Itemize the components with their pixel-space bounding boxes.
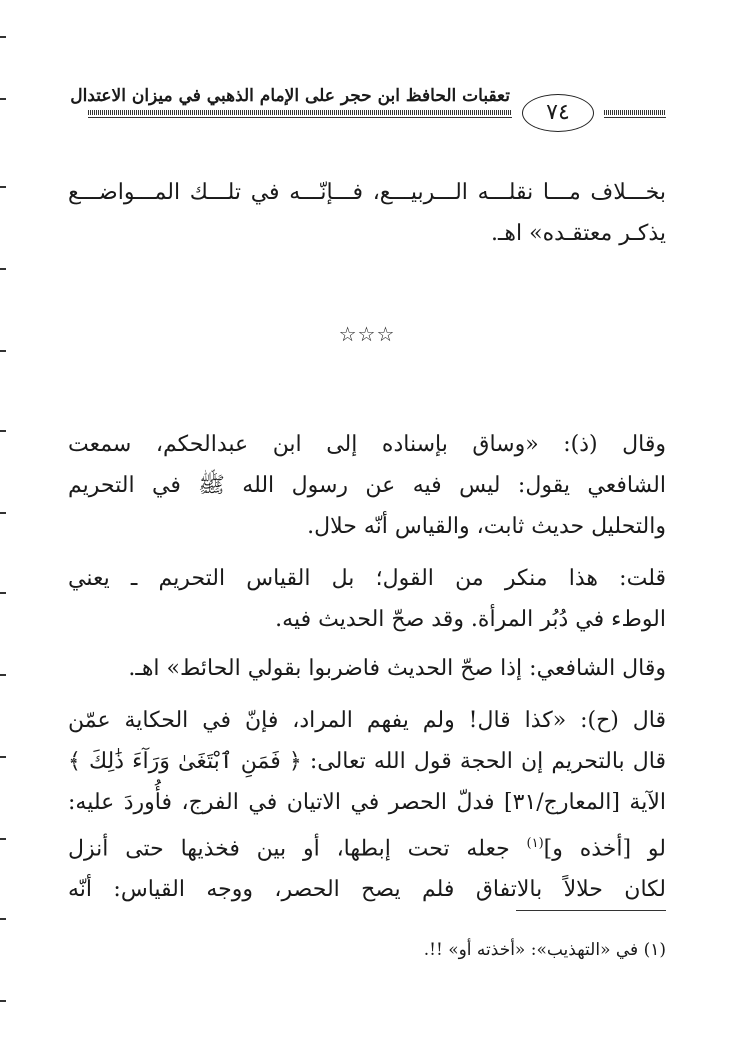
header-rule-left: [88, 110, 512, 115]
text-line: الوطء في دُبُر المرأة. وقد صحّ الحديث فيه.: [275, 607, 666, 632]
margin-tick: [0, 98, 6, 100]
continuation-paragraph: [68, 172, 666, 254]
text-line: الآية [المعارج/٣١] فدلّ الحصر في الاتيان في الفرج، فأُوردَ عليه:: [68, 790, 666, 815]
text-line: وقال الشافعي: إذا صحّ الحديث فاضربوا بقولي الحائط» اهـ.: [128, 656, 666, 681]
paragraph-shafii: [68, 648, 666, 689]
margin-tick: [0, 268, 6, 270]
paragraph-comment: [68, 558, 666, 640]
running-header: تعقبات الحافظ ابن حجر على الإمام الذهبي في ميزان الاعتدال: [70, 86, 510, 106]
margin-tick: [0, 430, 6, 432]
margin-tick: [0, 512, 6, 514]
page-number: ٧٤: [522, 94, 594, 132]
margin-tick: [0, 674, 6, 676]
footnote-rule: [516, 910, 666, 911]
margin-tick: [0, 918, 6, 920]
footnote: (١) في «التهذيب»: «أخذته أو» !!.: [423, 940, 666, 960]
footnote-ref: (١): [526, 836, 544, 851]
margin-tick: [0, 756, 6, 758]
text-line: بخـــلاف مـــا نقلـــه الـــربيـــع، فـــإنّـــه في تلـــك المـــواضـــع: [68, 180, 666, 205]
text-line: وقال (ذ): «وساق بإسناده إلى ابن عبدالحكم، سمعت: [68, 432, 666, 457]
paragraph-dhahabi-quote: [68, 424, 666, 547]
margin-tick: [0, 36, 6, 38]
text-line: قال بالتحريم إن الحجة قول الله تعالى: ﴿ فَمَنِ ٱبْتَغَىٰ وَرَآءَ ذَٰلِكَ ﴾: [68, 749, 666, 774]
text-line: قال (ح): «كذا قال! ولم يفهم المراد، فإنّ في الحكاية عمّن: [68, 708, 666, 733]
margin-tick: [0, 350, 6, 352]
margin-tick: [0, 592, 6, 594]
text-line: لكان حلالاً بالاتفاق فلم يصح الحصر، ووجه القياس: أنّه: [68, 877, 666, 903]
header-rule-right-thin: [604, 117, 666, 118]
text-line: والتحليل حديث ثابت، والقياس أنّه حلال.: [307, 514, 666, 539]
text-line: قلت: هذا منكر من القول؛ بل القياس التحريم ـ يعني: [68, 566, 666, 591]
text-line: الشافعي يقول: ليس فيه عن رسول الله ﷺ في التحريم: [68, 473, 666, 498]
margin-tick: [0, 186, 6, 188]
text-fragment: لو [أخذه و]: [543, 836, 666, 862]
text-line: [68, 823, 666, 869]
header-rule-left-thin: [88, 117, 512, 118]
text-line: يذكـر معتقـده» اهـ.: [490, 221, 666, 246]
margin-tick: [0, 838, 6, 840]
section-separator: ☆☆☆: [338, 322, 396, 346]
text-fragment: جعله تحت إبطها، أو بين فخذيها حتى أنزل: [68, 836, 527, 862]
margin-tick: [0, 1000, 6, 1002]
header-rule-right: [604, 110, 666, 115]
paragraph-ibn-hajar: [68, 700, 666, 910]
